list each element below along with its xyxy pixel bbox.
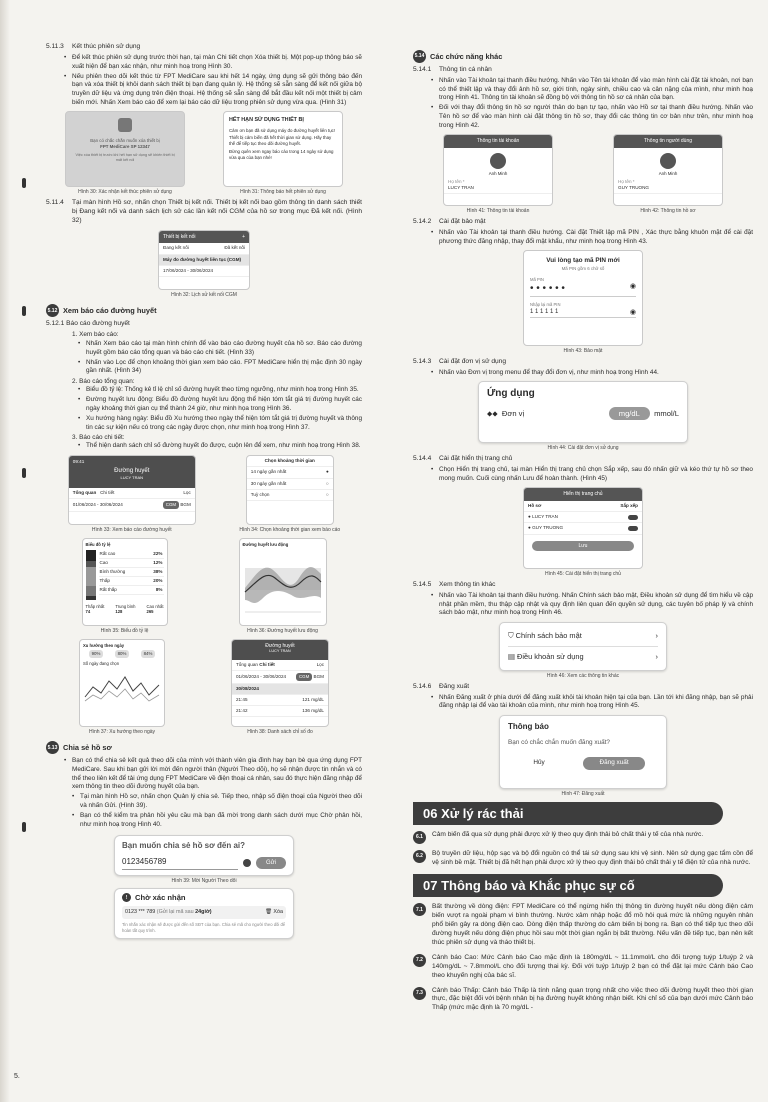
figure-caption: Hình 43: Bảo mật xyxy=(563,348,603,355)
bullet: • Nếu phiên theo dõi kết thúc từ FPT MediCare sau khi hết 14 ngày, ứng dụng sẽ gửi thông báo đến bạn và xóa thiết bị khỏi danh sách thiết bị bạn đang quản lý. Hệ thống sẽ sẵn sàng để kết nối giữa bộ truyền dữ liệu và ứng dụng trên điện thoại. Hệ thống sẽ sẵn sàng để bắt đầu kết nối một thiết bị cảm biến mới. Nhấn Xem báo cáo để xem lại báo cáo dữ liệu trong phiên sử dụng vừa qua. (Hình 31) xyxy=(72,73,362,108)
privacy-policy-item[interactable]: ⛉ Chính sách bảo mật › xyxy=(508,626,658,647)
figure-caption: Hình 33: Xem báo cáo đường huyết xyxy=(91,527,172,534)
tab-connecting[interactable]: Đang kết nối xyxy=(163,245,189,251)
figure-31 xyxy=(223,111,343,196)
figure-47 xyxy=(413,715,753,798)
daily-trend-chart: Xu hướng theo ngày 90% 80% 84% Số ngày đang chọn xyxy=(79,639,165,727)
toggle[interactable] xyxy=(628,515,638,520)
clear-icon[interactable] xyxy=(243,859,251,867)
cgm-item[interactable]: Máy đo đường huyết liên tục (CGM) xyxy=(159,255,249,266)
figure-33 xyxy=(68,455,196,534)
trend-sparkline xyxy=(83,667,161,707)
figure-caption: Hình 47: Đăng xuất xyxy=(561,790,605,797)
filter-button[interactable]: Lọc xyxy=(316,661,324,667)
figure-caption: Hình 45: Cài đặt hiển thị trang chủ xyxy=(545,571,621,578)
unit-settings-card: Ứng dụng ⬥⬥ Đơn vị mg/dL mmol/L xyxy=(478,381,688,443)
pin-setup-screen: Vui lòng tạo mã PIN mới Mã PIN gồm 6 chữ số Mã PIN • • • • • • ◉ Nhập lại mã PIN 1 1 1 1 1 1 ◉ xyxy=(523,250,643,346)
figure-caption: Hình 35: Biểu đồ tỷ lệ xyxy=(100,627,149,634)
time-range-picker: Chọn khoảng thời gian 14 ngày gần nhất ● 30 ngày gần nhất ○ Tuỳ chọn ○ xyxy=(246,455,334,525)
terms-item[interactable]: ▤ Điều khoản sử dụng › xyxy=(508,651,658,661)
pending-confirmation-card: ! Chờ xác nhận 0123 *** 789 (Gửi lại mã sau 24giờ) 🗑 Xóa Tin nhắn xác nhận sẽ được gửi đến số SĐT của bạn. Chia sẻ mã cho người theo dõi để hoàn tất quy trình. xyxy=(114,888,294,939)
figure-46 xyxy=(413,622,753,680)
list-item[interactable]: ● LUCY TRAN xyxy=(524,512,642,523)
send-button[interactable]: Gửi xyxy=(256,857,286,869)
chip-cgm[interactable]: CGM xyxy=(163,501,179,509)
delete-device-dialog: Bạn có chắc chắn muốn xóa thiết bị FPT MediCare SP 12347 Việc xóa thiết bị trước khi hết hạn sử dụng sẽ khiến thiết bị mất kết nối xyxy=(65,111,185,187)
left-column: 5.11.3 Kết thúc phiên sử dụng • Để kết thúc phiên sử dụng trước thời hạn, tại màn Chi tiết chọn Xóa thiết bị. Một pop-up thông báo sẽ xuất hiện để bạn xác nhận, như minh hoạ trong Hình 30. • Nếu phiên theo dõi kết thúc từ FPT MediCare sau khi hết 14 ngày, ứng dụng sẽ gửi thông báo đến bạn và xóa thiết bị khỏi danh sách thiết bị bạn đang quản lý. Hệ thống sẽ sẵn sàng để kết nối giữa bộ truyền dữ liệu và ứng dụng trên điện thoại. Hệ thống sẽ sẵn sàng để bắt đầu kết nối một thiết bị cảm biến mới. Nhấn Xem báo cáo để xem lại báo cáo dữ liệu trong phiên sử dụng vừa qua. (Hình 31) Bạn có chắc chắn muốn xóa thiết bị FPT MediCare SP 12347 Việc xóa thiết bị trước khi hết hạn sử dụng sẽ khiến thiết bị mất kết nối Hình 30: Xác nhận kết thúc phiên sử dụng HẾT HẠN SỬ DỤNG THIẾT BỊ Cảm ơn bạn đã sử dụng máy đo đường huyết liên tục! Thiết bị cảm biến đã hết thời gian sử dụng. Hãy thay thế để tiếp tục theo dõi đường huyết. Đừng quên xem ngay báo cáo trong 14 ngày sử dụng vừa qua của bạn nhé! Hình 31: Thông báo hết phiên sử dụng 5.11.4 Tại màn hình Hồ sơ, nhấn chọn Thiết bị kết nối. Thiết bị kết nối bao gồm thông tin danh sách thiết bị Đang kết nối và danh sách lịch sử các lần kết nối CGM của hồ sơ trong mục Đã kết nối. (Hình 32) Thiết bị kết nối + Đang kết nối Đã kết nối Máy đo đường huyết liên tục (CGM) 17/06/2024 - 30/06/2024 Hình 32: Lịch sử kết nối CGM 5.12 Xem báo cáo đường huyết 5.12.1 Báo cáo đường huyết 1. Xem báo cáo: • Nhấn Xem báo cáo tại màn hình chính để vào báo cáo đường huyết của hồ sơ. Báo cáo đường huyết gồm báo cáo tổng quan và báo cáo chi tiết. (Hình 33) • Nhấn vào Lọc để chọn khoảng thời gian xem báo cáo. FPT MediCare hiển thị mặc định 30 ngày gần nhất. (Hình 34) 2. Báo cáo tổng quan: • Biểu đồ tỷ lệ: Thống kê tỉ lệ chỉ số đường huyết theo từng ngưỡng, như minh hoạ trong Hình 35. • Đường huyết lưu động: Biểu đồ đường huyết lưu động thể hiện tóm tắt giá trị đường huyết các ngày khoảng thời gian cụ thể thành 24 giờ, như minh họa trong Hình 36. • Xu hướng hàng ngày: Biểu đồ Xu hướng theo ngày thể hiện tóm tắt giá trị đường huyết và thông tin các sự kiện nếu có trong các ngày được chọn, như minh hoạ trong Hình 37. 3. Báo cáo chi tiết: • Thể hiện danh sách chỉ số đường huyết đo được, cuộn lên để xem, như minh hoạ trong Hình 38. 09:41 Đường huyết LUCY TRAN Tổng quan Chi tiết Lọc 01/06/2024 - 30/06/2024 CGM BGM Hình 33: Xem báo cáo đường huyết Chọn khoảng thời gian 14 ngày gần nhất ● 30 ngày gần nhất ○ Tuỳ chọn ○ Hình 34: Chọn khoảng thời gian xem báo cáo Biểu đồ tỷ lệ Rất cao 22% Cao 12% Bình thường 38% Thấp 20% Rất thấp 8% Thấp nhất 74 Trung bình 128 Cao nhất 265 Hình 35: Biểu đồ tỷ lệ Đường huyết lưu động Hình 36: Đường huyết lưu động Xu hướng theo ngày 90% 80% 84% Số ngày đang chọn Hình 37: Xu hướng theo ngày Đường huyết LUCY TRAN Tổng quan Chi tiết Lọc 01/06/2024 - 30/06/2024 CGM BGM 30/08/2024 21:45 121 mg/dL 21:42 136 mg/dL Hình 38: Danh sách chỉ số đo 5.13 Chia sẻ hồ sơ • Bạn có thể chia sẻ kết quả theo dõi của mình với thành viên gia đình hay bạn bè qua ứng dụng FPT MediCare. Sau khi bạn gửi lời mời đến người thân (Người Theo dõi), họ sẽ nhận được tin nhắn và có thể theo liên kết để tải ứng dụng FPT MediCare về điện thoại cá nhân, sau đó thực hiện đăng nhập để xem thông tin theo dõi đường huyết của bạn. • Tại màn hình Hồ sơ, nhấn chọn Quản lý chia sẻ. Tiếp theo, nhập số điện thoại của Người theo dõi và nhấn Gửi. (Hình 39). • Bạn có thể kiểm tra phản hồi yêu cầu mà bạn đã mời trong danh sách dưới mục Chờ phản hồi, như minh hoạ trong Hình 40. Bạn muốn chia sẻ hồ sơ đến ai? 0123456789 Gửi Hình 39: Mời Người Theo dõi ! Chờ xác nhận 0123 *** 789 (Gửi lại mã sau 24giờ) 🗑 Xóa Tin nhắn xác nhận sẽ được gửi đến số SĐT của bạn. Chia sẻ mã cho người theo dõi để hoàn tất quy trình. xyxy=(46,40,362,939)
list-item[interactable]: 21:42 136 mg/dL xyxy=(232,706,328,717)
name-field[interactable]: LUCY TRAN xyxy=(448,185,474,191)
binder-hole xyxy=(22,822,26,832)
chapter-07-title: 07 Thông báo và Khắc phục sự cố xyxy=(413,874,723,898)
list-item[interactable]: 21:45 121 mg/dL xyxy=(232,695,328,706)
section-5-13-bullets: • Bạn có thể chia sẻ kết quả theo dõi của mình với thành viên gia đình hay bạn bè qua ứng dụng FPT MediCare. Sau khi bạn gửi lời mời đến người thân (Người Theo dõi), họ sẽ nhận được tin nhắn và có thể theo liên kết để tải ứng dụng FPT MediCare về điện thoại cá nhân, sau đó thực hiện đăng nhập để xem thông tin theo dõi đường huyết của bạn. xyxy=(46,757,362,792)
figure-44 xyxy=(413,381,753,452)
figure-38 xyxy=(231,639,329,736)
glucose-report-screen: 09:41 Đường huyết LUCY TRAN Tổng quan Chi tiết Lọc 01/06/2024 - 30/06/2024 CGM BGM xyxy=(68,455,196,525)
binder-hole xyxy=(22,468,26,478)
user-info-screen: Thông tin người dùng Anh Minh Họ tên * GUY TRUONG xyxy=(613,134,723,206)
chevron-right-icon: › xyxy=(655,630,658,640)
bullet: • Để kết thúc phiên sử dụng trước thời hạn, tại màn Chi tiết chọn Xóa thiết bị. Một pop-up thông báo sẽ xuất hiện để bạn xác nhận, như minh hoạ trong Hình 30. xyxy=(72,54,362,71)
share-profile-card: Bạn muốn chia sẻ hồ sơ đến ai? 0123456789 Gửi xyxy=(114,835,294,877)
filter-button[interactable]: Lọc xyxy=(183,490,191,496)
avatar[interactable] xyxy=(490,153,506,169)
tab-overview[interactable]: Tổng quan xyxy=(72,490,97,496)
binder-hole xyxy=(22,306,26,316)
toggle[interactable] xyxy=(628,526,638,531)
figure-caption: Hình 39: Mời Người Theo dõi xyxy=(171,878,237,885)
figure-row-33-34 xyxy=(46,455,362,534)
save-button[interactable]: Lưu xyxy=(532,541,634,552)
figure-caption: Hình 31: Thông báo hết phiên sử dụng xyxy=(240,189,326,196)
binder-hole xyxy=(22,178,26,188)
cgm-date: 17/06/2024 - 30/06/2024 xyxy=(159,266,249,277)
figure-caption: Hình 32: Lịch sử kết nối CGM xyxy=(171,291,237,298)
figure-41 xyxy=(443,134,553,215)
figure-row-37-38 xyxy=(46,639,362,736)
device-icon xyxy=(118,118,132,132)
name-field[interactable]: GUY TRUONG xyxy=(618,185,649,191)
figure-caption: Hình 37: Xu hướng theo ngày xyxy=(88,728,156,735)
chip-bgm[interactable]: BGM xyxy=(180,502,191,508)
figure-caption: Hình 38: Danh sách chỉ số đo xyxy=(247,728,313,735)
right-column: 5.14 Các chức năng khác 5.14.1 Thông tin cá nhân • Nhấn vào Tài khoản tại thanh điều hướng. Nhấn vào Tên tài khoản để vào màn hình cài đặt tài khoản, nơi bạn có thể thiết lập và thay đổi ảnh hồ sơ, giới tính, ngày sinh, chiều cao và cân nặng của mình, như minh hoạ trong Hình 41. Thông tin tài khoản sẽ đồng bộ với thông tin hồ sơ cá nhân của bạn. • Đối với thay đổi thông tin hồ sơ người thân do bạn tự tạo, nhấn vào Hồ sơ tại thanh điều hướng. Nhấn vào Tên hồ sơ để vào màn hình cài đặt thông tin hồ sơ, thay đổi các thông tin cơ bản như trên, như minh hoạ trong Hình 42. Thông tin tài khoản Anh Minh Họ tên * LUCY TRAN Hình 41: Thông tin tài khoản Thông tin người dùng Anh Minh Họ tên * GUY TRUONG Hình 42: Thông tin hồ sơ 5.14.2 Cài đặt bảo mật • Nhấn vào Tài khoản tại thanh điều hướng. Cài đặt Thiết lập mã PIN , Xác thực bằng khuôn mặt để cài đặt phương thức đăng nhập, thay đổi mật khẩu, như minh hoạ trong Hình 43. Vui lòng tạo mã PIN mới Mã PIN gồm 6 chữ số Mã PIN • • • • • • ◉ Nhập lại mã PIN 1 1 1 1 1 1 ◉ Hình 43: Bảo mật 5.14.3 Cài đặt đơn vị sử dụng • Nhấn vào Đơn vị trong menu để thay đổi đơn vị, như minh hoạ trong Hình 44. Ứng dụng ⬥⬥ Đơn vị mg/dL mmol/L Hình 44: Cài đặt đơn vị sử dụng 5.14.4 Cài đặt hiển thị trang chủ • Chọn Hiển thị trang chủ, tại màn Hiển thị trang chủ chọn Sắp xếp, sau đó nhấn giữ và kéo thứ tự hồ sơ theo mong muốn. Cuối cùng nhấn Lưu để hoàn thành. (Hình 45) Hiển thị trang chủ Hồ sơ Sắp xếp ● LUCY TRAN ● GUY TRUONG Lưu Hình 45: Cài đặt hiển thị trang chủ 5.14.5 Xem thông tin khác • Nhấn vào Tài khoản tại thanh điều hướng. Nhấn Chính sách bảo mật, Điều khoản sử dụng để tìm hiểu về cập nhật phần mềm, thu thập cập nhật và quy định liên quan đến quyền sử dụng, các tuyên bố pháp lý và chính sách bảo mật, như minh hoạ trong Hình 46. ⛉ Chính sách bảo mật › ▤ Điều khoản sử dụng › Hình 46: Xem các thông tin khác 5.14.6 Đăng xuất • Nhấn Đăng xuất ở phía dưới để đăng xuất khỏi tài khoản hiện tại của bạn. Lần tới khi đăng nhập, bạn sẽ phải đăng nhập lại để vào tài khoản của mình, như minh hoạ trong Hình 45. Thông báo Bạn có chắc chắn muốn đăng xuất? Hủy Đăng xuất Hình 47: Đăng xuất 06 Xử lý rác thải 6.1 Cảm biến đã qua sử dụng phải được xử lý theo quy định thải bỏ chất thải y tế của nhà nước. 6.2 Bộ truyền dữ liệu, hộp sạc và bộ đổi nguồn có thể tái sử dụng sau khi vệ sinh. Nên sử dụng gạc tẩm cồn để vệ sinh bề mặt. Thiết bị đã hết hạn phải được xử lý theo quy định thải bỏ chất thải y tế điện tử của nhà nước. 07 Thông báo và Khắc phục sự cố 7.1 Bất thường về dòng điện: FPT MediCare có thể ngừng hiển thị thông tin đường huyết nếu dòng điện cảm biến vượt ra ngoài phạm vi bình thường. Nước xâm nhập hoặc đổ mồ hôi quá mức là những nguyên nhân phổ biến gây ra dòng điện cao. Dòng điện thấp thường do cảm biến bị bong ra. Bạn có thể tiếp tục theo dõi đường huyết nếu dòng điện phục hồi sau một thời gian ngắn bị bất thường. Nếu vấn đề tiếp tục, bạn nên kết thúc phiên sử dụng và tháo thiết bị. 7.2 Cảnh báo Cao: Mức Cảnh báo Cao mặc định là 180mg/dL ~ 11.1mmol/L cho đối tượng tuýp 1/tuýp 2 và 140mg/dL ~ 7.8mmol/L cho đối tượng thai kỳ. Đối với tuýp 1/tuýp 2 bạn có thể đặt lại mức Cảnh báo Cao theo khuyến nghị của bác sĩ. 7.3 Cảnh báo Thấp: Cảnh báo Thấp là tính năng quan trọng nhất cho việc theo dõi đường huyết theo thời gian thực, đặc biệt đối với bệnh nhân bị hạ đường huyết không nhận biết. Khi chỉ số của bạn dưới mức Cảnh báo Thấp (mức mặc định là 70 mg/dL - xyxy=(413,50,753,1019)
figure-row-32 xyxy=(46,230,362,299)
ambulatory-glucose-graph xyxy=(243,548,323,618)
tab-connected[interactable]: Đã kết nối xyxy=(224,245,245,251)
figure-caption: Hình 44: Cài đặt đơn vị sử dụng xyxy=(547,445,619,452)
stacked-ratio-bar xyxy=(86,550,96,600)
list-item[interactable]: ● GUY TRUONG xyxy=(524,523,642,534)
pin-confirm-input[interactable]: 1 1 1 1 1 1 ◉ xyxy=(530,308,636,318)
figure-caption: Hình 36: Đường huyết lưu động xyxy=(247,627,318,634)
figure-30 xyxy=(65,111,185,196)
ambulatory-chart: Đường huyết lưu động xyxy=(239,538,327,626)
figure-34 xyxy=(239,455,340,534)
figure-caption: Hình 41: Thông tin tài khoản xyxy=(466,208,530,215)
report-steps: 1. Xem báo cáo: • Nhấn Xem báo cáo tại màn hình chính để vào báo cáo đường huyết của hồ sơ. Báo cáo đường huyết gồm báo cáo tổng quan và báo cáo chi tiết. (Hình 33) • Nhấn vào Lọc để chọn khoảng thời gian xem báo cáo. FPT MediCare hiển thị mặc định 30 ngày gần nhất. (Hình 34) 2. Báo cáo tổng quan: • Biểu đồ tỷ lệ: Thống kê tỉ lệ chỉ số đường huyết theo từng ngưỡng, như minh hoạ trong Hình 35. • Đường huyết lưu động: Biểu đồ đường huyết lưu động thể hiện tóm tắt giá trị đường huyết các ngày khoảng thời gian cụ thể thành 24 giờ, như minh họa trong Hình 36. • Xu hướng hàng ngày: Biểu đồ Xu hướng theo ngày thể hiện tóm tắt giá trị đường huyết và thông tin các sự kiện nếu có trong các ngày được chọn, như minh hoạ trong Hình 37. 3. Báo cáo chi tiết: • Thể hiện danh sách chỉ số đường huyết đo được, cuộn lên để xem, như minh hoạ trong Hình 38. xyxy=(46,331,362,451)
measurement-list-screen: Đường huyết LUCY TRAN Tổng quan Chi tiết Lọc 01/06/2024 - 30/06/2024 CGM BGM 30/08/2024 21:45 121 mg/dL 21:42 136 mg/dL xyxy=(231,639,329,727)
chapter-06-title: 06 Xử lý rác thải xyxy=(413,802,723,826)
cancel-button[interactable]: Hủy xyxy=(533,759,545,767)
page-edge-shadow xyxy=(0,0,10,1102)
info-icon: ! xyxy=(122,893,131,902)
option-30-days[interactable]: 30 ngày gần nhất ○ xyxy=(247,479,333,490)
figure-row-41-42 xyxy=(413,134,753,215)
figure-37 xyxy=(79,639,165,736)
option-custom[interactable]: Tuỳ chọn ○ xyxy=(247,490,333,501)
figure-42 xyxy=(613,134,723,215)
section-5-11-3-title: 5.11.3 Kết thúc phiên sử dụng xyxy=(46,43,141,50)
section-5-11-3-bullets xyxy=(46,54,362,107)
section-5-12-title: 5.12 Xem báo cáo đường huyết xyxy=(46,304,362,317)
account-info-screen: Thông tin tài khoản Anh Minh Họ tên * LUCY TRAN xyxy=(443,134,553,206)
shield-icon: ⛉ xyxy=(508,630,514,640)
figure-36 xyxy=(239,538,327,635)
other-info-card xyxy=(499,622,667,671)
unit-mmol-button[interactable]: mmol/L xyxy=(654,408,679,418)
figure-caption: Hình 42: Thông tin hồ sơ xyxy=(640,208,696,215)
figure-caption: Hình 34: Chọn khoảng thời gian xem báo cáo xyxy=(239,527,341,534)
logout-dialog: Thông báo Bạn có chắc chắn muốn đăng xuất? Hủy Đăng xuất xyxy=(499,715,667,789)
chevron-right-icon: › xyxy=(655,651,658,661)
section-5-14-title: 5.14 Các chức năng khác xyxy=(413,50,753,63)
logout-button[interactable]: Đăng xuất xyxy=(583,757,644,770)
expiry-notification: HẾT HẠN SỬ DỤNG THIẾT BỊ Cảm ơn bạn đã sử dụng máy đo đường huyết liên tục! Thiết bị cảm biến đã hết thời gian sử dụng. Hãy thay thế để tiếp tục theo dõi đường huyết. Đừng quên xem ngay báo cáo trong 14 ngày sử dụng vừa qua của bạn nhé! xyxy=(223,111,343,187)
sort-button[interactable]: Sắp xếp xyxy=(620,503,638,509)
section-5-12-1: 5.12.1 Báo cáo đường huyết xyxy=(46,320,130,328)
home-display-screen: Hiển thị trang chủ Hồ sơ Sắp xếp ● LUCY TRAN ● GUY TRUONG Lưu xyxy=(523,487,643,569)
delete-button[interactable]: 🗑 Xóa xyxy=(265,909,283,916)
connected-devices-screen: Thiết bị kết nối + Đang kết nối Đã kết nối Máy đo đường huyết liên tục (CGM) 17/06/2024 - 30/06/2024 xyxy=(158,230,250,290)
figure-32 xyxy=(158,230,250,299)
figure-35 xyxy=(82,538,168,635)
figure-caption: Hình 46: Xem các thông tin khác xyxy=(546,672,620,679)
unit-icon: ⬥⬥ xyxy=(487,408,498,418)
figure-row-30-31 xyxy=(46,111,362,196)
ratio-chart: Biểu đồ tỷ lệ Rất cao 22% Cao 12% Bình thường 38% Thấp 20% Rất thấp 8% Thấp nhất 74 Trung bình 128 Cao nhất 265 xyxy=(82,538,168,626)
figure-row-35-36 xyxy=(46,538,362,635)
figure-43 xyxy=(413,250,753,355)
unit-mgdl-button[interactable]: mg/dL xyxy=(609,407,650,420)
phone-input[interactable]: 0123456789 xyxy=(122,856,238,870)
section-5-11-4: 5.11.4 Tại màn hình Hồ sơ, nhấn chọn Thiết bị kết nối. Thiết bị kết nối bao gồm thông tin danh sách thiết bị Đang kết nối và danh sách lịch sử các lần kết nối CGM của hồ sơ trong mục Đã kết nối. (Hình 32) xyxy=(46,198,362,224)
avatar[interactable] xyxy=(660,153,676,169)
section-5-13-title: 5.13 Chia sẻ hồ sơ xyxy=(46,741,362,754)
figure-45 xyxy=(413,487,753,578)
tab-detail[interactable]: Chi tiết xyxy=(100,490,115,496)
document-icon: ▤ xyxy=(508,651,515,661)
pin-input[interactable]: • • • • • • ◉ xyxy=(530,282,636,297)
page-number: 5. xyxy=(14,1073,20,1080)
tab-detail[interactable]: Chi tiết xyxy=(259,661,275,667)
tab-overview[interactable]: Tổng quan xyxy=(236,661,258,667)
option-14-days[interactable]: 14 ngày gần nhất ● xyxy=(247,467,333,478)
figure-caption: Hình 30: Xác nhận kết thúc phiên sử dụng xyxy=(78,189,172,196)
pending-row: 0123 *** 789 (Gửi lại mã sau 24giờ) 🗑 Xóa xyxy=(122,906,286,919)
